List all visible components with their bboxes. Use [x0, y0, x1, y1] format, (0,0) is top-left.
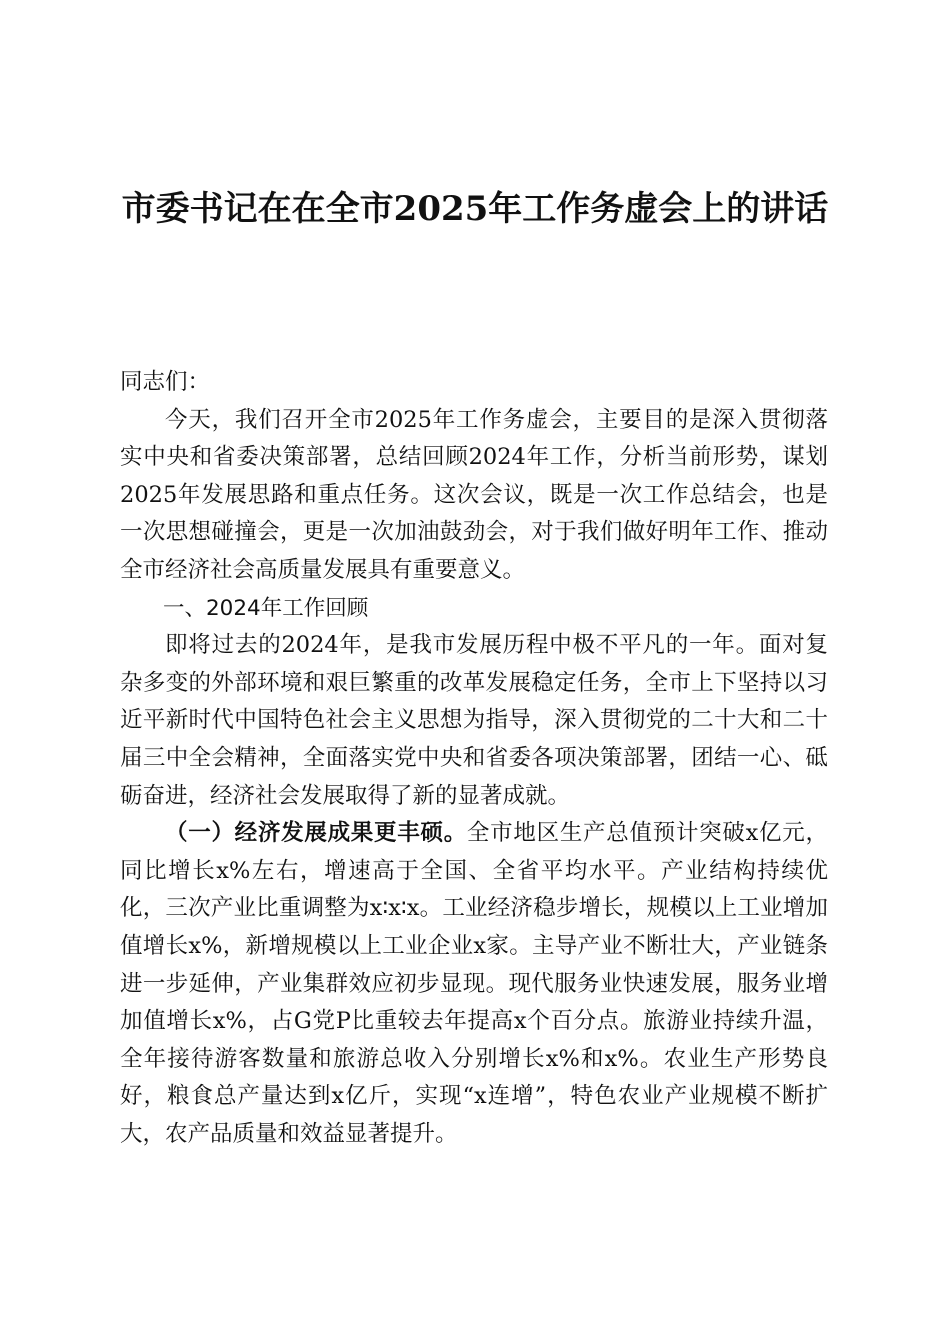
item1-lead: （一）经济发展成果更丰硕。 — [165, 820, 467, 847]
item1-body: 全市地区生产总值预计突破x亿元，同比增长x%左右，增速高于全国、全省平均水平。产业结构持续优化，三次产业比重调整为x∶x∶x。工业经济稳步增长，规模以上工业增加值增长x%，新增规模以上工业企业x家。主导产业不断壮大，产业链条进一步延伸，产业集群效应初步显现。现代服务业快速发展，服务业增加值增长x%，占G党P比重较去年提高x个百分点。旅游业持续升温，全年接待游客数量和旅游总收入分别增长x%和x%。农业生产形势良好，粮食总产量达到x亿斤，实现“x连增”，特色农业产业规模不断扩大，农产品质量和效益显著提升。 — [120, 820, 828, 1147]
paragraph-section1-intro: 即将过去的2024年，是我市发展历程中极不平凡的一年。面对复杂多变的外部环境和艰巨繁重的改革发展稳定任务，全市上下坚持以习近平新时代中国特色社会主义思想为指导，深入贯彻党的二十大和二十届三中全会精神，全面落实党中央和省委各项决策部署，团结一心、砥砺奋进，经济社会发展取得了新的显著成就。 — [120, 632, 828, 809]
section-heading-1: 一、2024年工作回顾 — [163, 595, 369, 621]
document-body — [120, 364, 828, 1153]
document-title: 市委书记在在全市2025年工作务虚会上的讲话 — [121, 189, 829, 229]
salutation: 同志们： — [120, 369, 211, 395]
paragraph-intro: 今天，我们召开全市2025年工作务虚会，主要目的是深入贯彻落实中央和省委决策部署，总结回顾2024年工作，分析当前形势，谋划2025年发展思路和重点任务。这次会议，既是一次工作总结会，也是一次思想碰撞会，更是一次加油鼓劲会，对于我们做好明年工作、推动全市经济社会高质量发展具有重要意义。 — [120, 406, 828, 583]
paragraph-item1 — [120, 815, 828, 1153]
